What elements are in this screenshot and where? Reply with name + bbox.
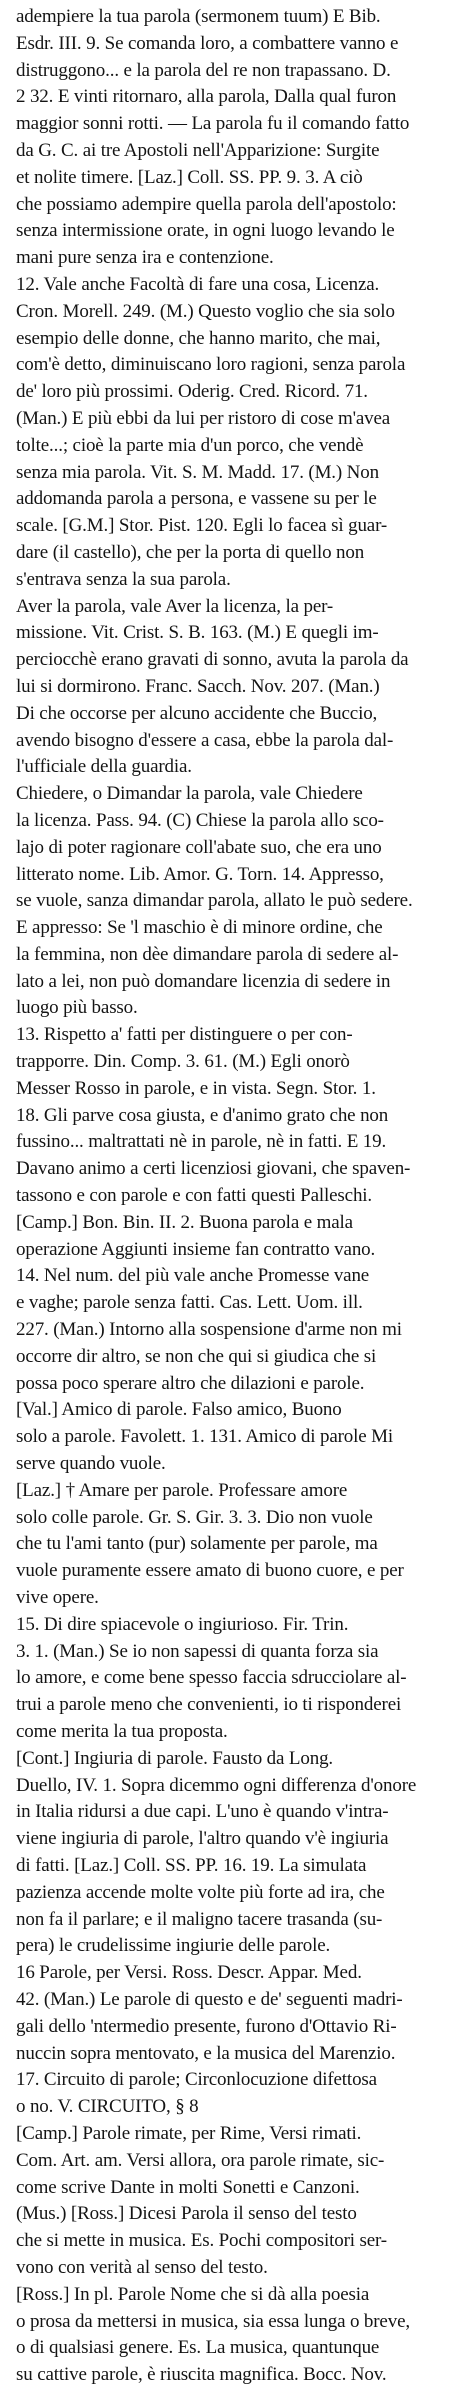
text-line: 16 Parole, per Versi. Ross. Descr. Appar. Med. <box>16 1962 362 1984</box>
text-line: viene ingiuria di parole, l'altro quando v'è ingiuria <box>16 1828 389 1850</box>
text-line: esempio delle donne, che hanno marito, che mai, <box>16 327 381 349</box>
text-line: come merita la tua proposta. <box>16 1721 228 1742</box>
text-line: o di qualsiasi genere. Es. La musica, quantunque <box>16 2337 380 2359</box>
text-line: distruggono... e la parola del re non trapassano. D. <box>16 59 391 81</box>
text-line: gali dello 'ntermedio presente, furono d'Ottavio Ri- <box>16 2015 397 2037</box>
text-line: serve quando vuole. <box>16 1453 166 1475</box>
text-line: pera) le crudelissime ingiurie delle parole. <box>16 1935 331 1957</box>
text-line: de' loro più prossimi. Oderig. Cred. Ricord. 71. <box>16 381 368 403</box>
text-line: Di che occorse per alcuno accidente che Buccio, <box>16 702 378 724</box>
text-line: se vuole, sanza dimandar parola, allato le può sedere. <box>16 890 413 912</box>
text-line: Chiedere, o Dimandar la parola, vale Chiedere <box>16 783 363 805</box>
text-line: su cattive parole, è riuscita magnifica. Bocc. Nov. <box>16 2364 387 2386</box>
text-line: Com. Art. am. Versi allora, ora parole rimate, sic- <box>16 2149 385 2171</box>
text-line: [Camp.] Bon. Bin. II. 2. Buona parola e mala <box>16 1211 353 1233</box>
text-line: vuole puramente essere amato di buono cuore, e per <box>16 1560 404 1582</box>
text-line: 18. Gli parve cosa giusta, e d'animo grato che non <box>16 1104 389 1126</box>
text-line: che tu l'ami tanto (pur) solamente per parole, ma <box>16 1533 378 1555</box>
text-line: lo amore, e come bene spesso faccia sdrucciolare al- <box>16 1667 407 1689</box>
text-line: trui a parole meno che convenienti, io ti risponderei <box>16 1694 402 1716</box>
text-line: 14. Nel num. del più vale anche Promesse vane <box>16 1265 370 1287</box>
text-line: 12. Vale anche Facoltà di fare una cosa, Licenza. <box>16 273 380 295</box>
text-line: che possiamo adempire quella parola dell'apostolo: <box>16 193 397 215</box>
text-line: e vaghe; parole senza fatti. Cas. Lett. Uom. ill. <box>16 1292 363 1314</box>
text-line: missione. Vit. Crist. S. B. 163. (M.) E quegli im- <box>16 622 379 644</box>
text-line: [Camp.] Parole rimate, per Rime, Versi rimati. <box>16 2122 362 2144</box>
text-line: la femmina, non dèe dimandare parola di sedere al- <box>16 943 399 965</box>
text-line: Cron. Morell. 249. (M.) Questo voglio che sia solo <box>16 300 395 322</box>
text-line: adempiere la tua parola (sermonem tuum) E Bib. <box>16 6 381 27</box>
text-line: nuccin sopra mentovato, e la musica del Marenzio. <box>16 2042 396 2064</box>
text-line: perciocchè erano gravati di sonno, avuta la parola da <box>16 649 409 671</box>
text-line: trapporre. Din. Comp. 3. 61. (M.) Egli onorò <box>16 1051 350 1073</box>
text-line: s'entrava senza la sua parola. <box>16 568 231 590</box>
text-line: 42. (Man.) Le parole di questo e de' seguenti madri- <box>16 1988 403 2010</box>
text-line: solo colle parole. Gr. S. Gir. 3. 3. Dio non vuole <box>16 1506 373 1528</box>
text-line: (Man.) E più ebbi da lui per ristoro di cose m'avea <box>16 407 391 429</box>
text-line: pazienza accende molte volte più forte ad ira, che <box>16 1881 385 1903</box>
text-column <box>16 4 456 2389</box>
text-line: non fa il parlare; e il maligno tacere trasanda (su- <box>16 1908 383 1930</box>
text-line: lajo di poter ragionare coll'abate suo, che era uno <box>16 836 382 858</box>
text-line: senza intermissione orate, in ogni luogo levando le <box>16 220 395 242</box>
text-line: occorre dir altro, se non che qui si giudica che si <box>16 1345 377 1367</box>
text-line: tassono e con parole e con fatti questi Palleschi. <box>16 1185 373 1207</box>
text-line: [Ross.] In pl. Parole Nome che si dà alla poesia <box>16 2283 370 2305</box>
text-line: [Val.] Amico di parole. Falso amico, Buono <box>16 1399 342 1421</box>
text-line: et nolite timere. [Laz.] Coll. SS. PP. 9. 3. A ciò <box>16 166 363 188</box>
text-line: Messer Rosso in parole, e in vista. Segn. Stor. 1. <box>16 1077 376 1099</box>
text-line: fussino... maltrattati nè in parole, nè in fatti. E 19. <box>16 1131 387 1153</box>
text-line: avendo bisogno d'essere a casa, ebbe la parola dal- <box>16 729 394 751</box>
text-line: o prosa da mettersi in musica, sia essa lunga o breve, <box>16 2310 410 2332</box>
text-line: possa poco sperare altro che dilazioni e parole. <box>16 1372 365 1394</box>
text-line: Aver la parola, vale Aver la licenza, la per- <box>16 595 334 617</box>
text-line: 227. (Man.) Intorno alla sospensione d'arme non mi <box>16 1319 402 1341</box>
text-line: l'ufficiale della guardia. <box>16 756 192 778</box>
text-line: (Mus.) [Ross.] Dicesi Parola il senso del testo <box>16 2203 357 2225</box>
text-line: litterato nome. Lib. Amor. G. Torn. 14. Appresso, <box>16 863 384 885</box>
text-line: 3. 1. (Man.) Se io non sapessi di quanta forza sia <box>16 1640 379 1662</box>
text-line: vive opere. <box>16 1587 99 1609</box>
text-line: com'è detto, diminuiscano loro ragioni, senza parola <box>16 354 406 376</box>
text-line: 13. Rispetto a' fatti per distinguere o per con- <box>16 1024 353 1046</box>
text-line: la licenza. Pass. 94. (C) Chiese la parola allo sco- <box>16 809 384 831</box>
text-line: tolte...; cioè la parte mia d'un porco, che vendè <box>16 434 364 456</box>
text-line: luogo più basso. <box>16 997 138 1019</box>
text-line: come scrive Dante in molti Sonetti e Canzoni. <box>16 2176 360 2198</box>
text-line: di fatti. [Laz.] Coll. SS. PP. 16. 19. La simulata <box>16 1854 367 1876</box>
text-line: o no. V. CIRCUITO, § 8 <box>16 2096 199 2118</box>
text-line: lato a lei, non può domandare licenzia di sedere in <box>16 970 391 992</box>
text-line: Davano animo a certi licenziosi giovani, che spaven- <box>16 1158 411 1180</box>
text-line: 15. Di dire spiacevole o ingiurioso. Fir. Trin. <box>16 1613 349 1635</box>
text-line: [Laz.] † Amare per parole. Professare amore <box>16 1479 348 1501</box>
text-line: Esdr. III. 9. Se comanda loro, a combattere vanno e <box>16 32 399 54</box>
text-line: maggior sonni rotti. — La parola fu il comando fatto <box>16 113 410 135</box>
text-line: senza mia parola. Vit. S. M. Madd. 17. (M.) Non <box>16 461 379 483</box>
text-line: dare (il castello), che per la porta di quello non <box>16 541 365 563</box>
text-line: in Italia ridursi a due capi. L'uno è quando v'intra- <box>16 1801 389 1823</box>
text-line: solo a parole. Favolett. 1. 131. Amico di parole Mi <box>16 1426 394 1448</box>
text-line: E appresso: Se 'l maschio è di minore ordine, che <box>16 917 383 939</box>
text-line: scale. [G.M.] Stor. Pist. 120. Egli lo facea sì guar- <box>16 515 388 537</box>
text-line: [Cont.] Ingiuria di parole. Fausto da Long. <box>16 1747 334 1769</box>
text-line: lui si dormirono. Franc. Sacch. Nov. 207. (Man.) <box>16 675 380 697</box>
text-line: operazione Aggiunti insieme fan contratto vano. <box>16 1238 376 1260</box>
text-line: vono con verità al senso del testo. <box>16 2256 268 2278</box>
text-line: mani pure senza ira e contenzione. <box>16 247 274 269</box>
text-line: 2 32. E vinti ritornaro, alla parola, Dalla qual furon <box>16 86 397 108</box>
text-line: 17. Circuito di parole; Circonlocuzione difettosa <box>16 2069 377 2091</box>
text-line: da G. C. ai tre Apostoli nell'Apparizione: Surgite <box>16 139 380 161</box>
text-line: che si mette in musica. Es. Pochi compositori ser- <box>16 2230 387 2252</box>
text-line: addomanda parola a persona, e vassene su per le <box>16 488 377 510</box>
text-line: Duello, IV. 1. Sopra dicemmo ogni differenza d'onore <box>16 1774 417 1796</box>
